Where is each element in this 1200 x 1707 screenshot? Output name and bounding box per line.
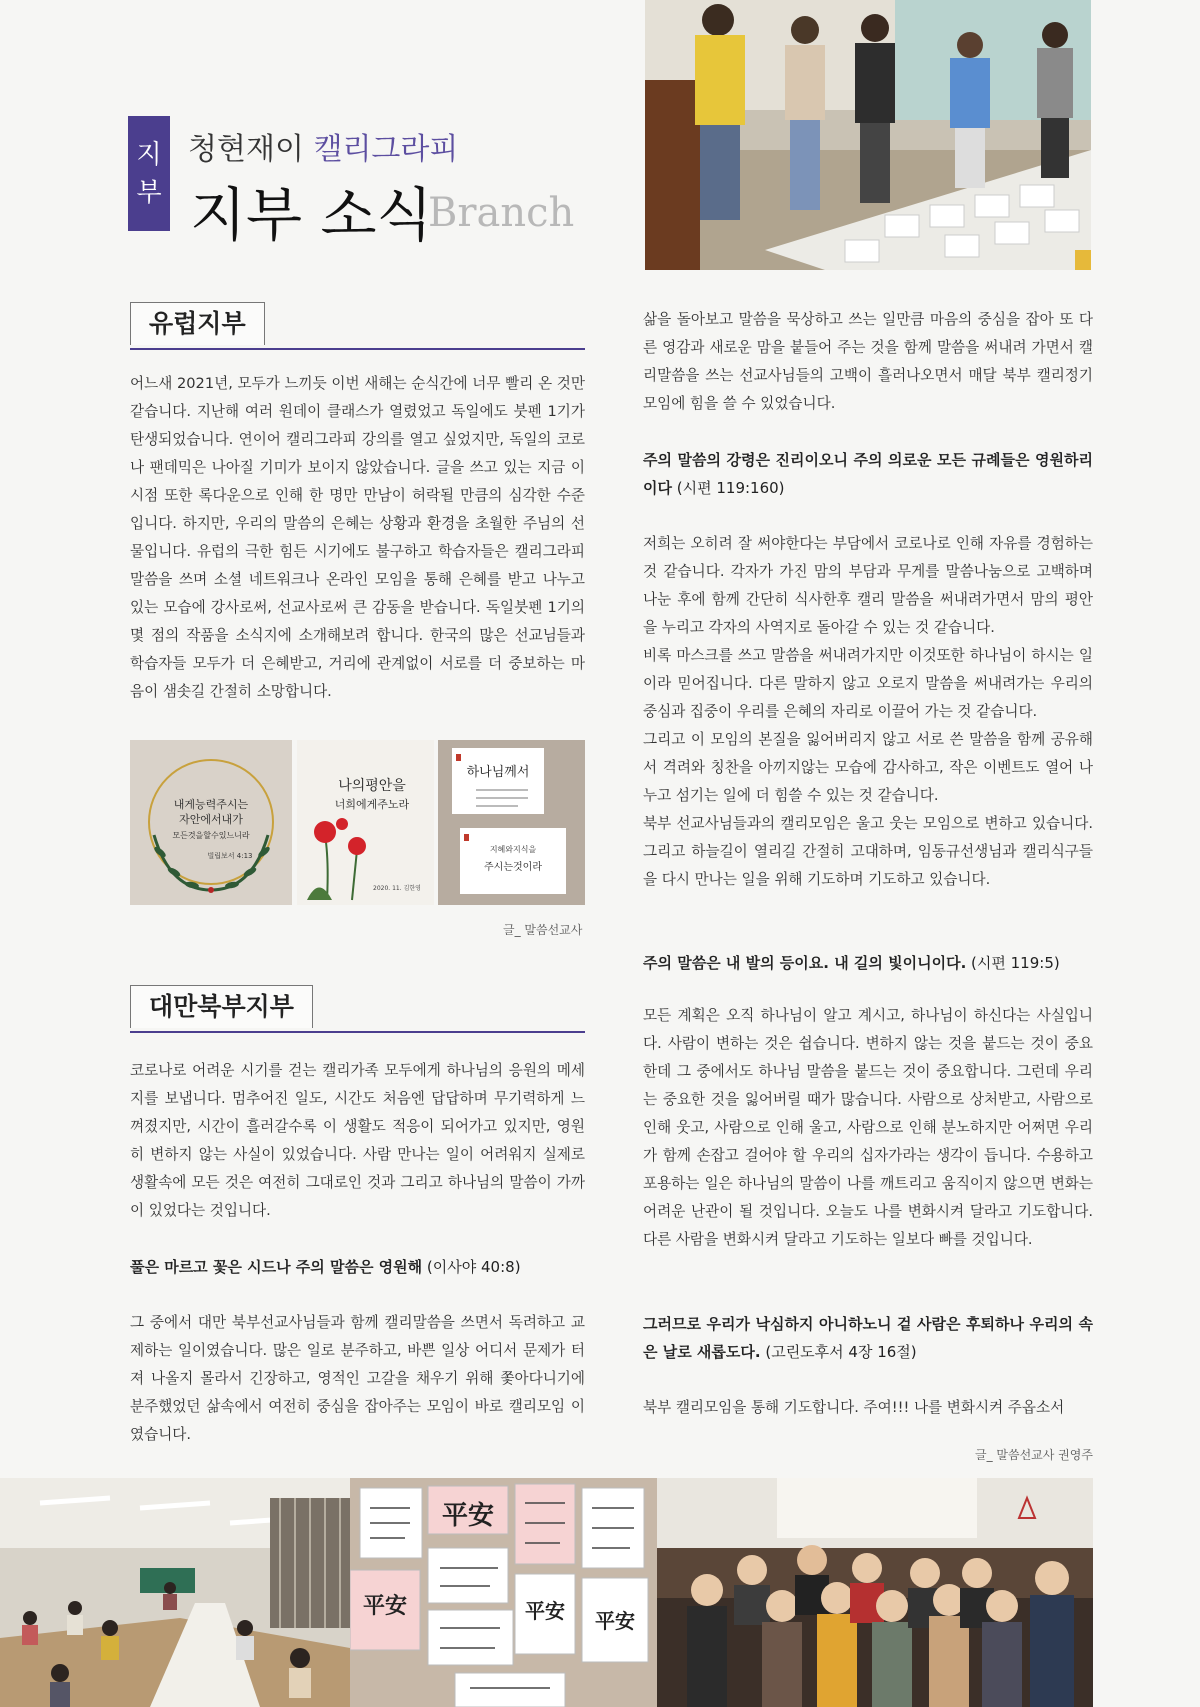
section-tag-char: 지: [136, 139, 162, 170]
taiwan-right-4-text: 북부 캘리모임을 통해 기도합니다. 주여!!! 나를 변화시켜 주옵소서: [643, 1399, 1065, 1416]
artwork-poppies: [297, 740, 434, 905]
artwork-line: 모든것을할수있느니라: [172, 831, 250, 840]
photo-classroom: [0, 1478, 350, 1707]
subtitle-prefix: 청현재이: [188, 132, 304, 167]
subtitle-accent: 캘리그라피: [313, 132, 459, 167]
banner-char: 平安: [525, 1599, 565, 1623]
artwork-line: 하나님께서: [466, 765, 530, 780]
artwork-sign: 2020. 11. 김한영: [373, 885, 421, 892]
europe-credit: 글_ 말씀선교사: [503, 923, 583, 937]
quote-text: 주의 말씀의 강령은 진리이오니 주의 의로운 모든 규례들은 영원하리이다: [643, 451, 1093, 497]
europe-heading: [130, 302, 585, 350]
taiwan-right-2c: 그리고 이 모임의 본질을 잃어버리지 않고 서로 쓴 말씀을 함께 공유해서 격려와 칭찬을 아끼지않는 모습에 감사하고, 작은 이벤트도 열어 나누고 섬기는 일에 더 힘쓸 수 있는 것 같습니다.: [643, 731, 1093, 804]
artwork-line: 주시는것이라: [484, 862, 542, 873]
taiwan-body-1-text: 코로나로 어려운 시기를 걷는 캘리가족 모두에게 하나님의 응원의 메세지를 보냅니다. 멈추어진 일도, 시간도 처음엔 답답하며 무기력하게 느껴졌지만, 시간이 흘러갈수록 이 생활도 적응이 되어가고 있지만, 영원히 변하지 않는 사실이 있었습니다. 사람 만나는 일이 어려워지 실제로 생활속에 모든 것은 여전히 그대로인 것과 그리고 하나님의 말씀이 가까이 있었다는 것입니다.: [130, 1062, 585, 1219]
page-title-en: Branch: [428, 190, 575, 236]
taiwan-body-2: [130, 1309, 585, 1449]
banner-char: 平安: [595, 1609, 635, 1633]
quote-text: 그러므로 우리가 낙심하지 아니하노니 겉 사람은 후퇴하나 우리의 속은 날로 새롭도다.: [643, 1315, 1093, 1361]
taiwan-body-2-text: 그 중에서 대만 북부선교사님들과 함께 캘리말씀을 쓰면서 독려하고 교제하는 일이였습니다. 많은 일로 분주하고, 바쁜 일상 어디서 문제가 터져 나올지 몰라서 긴장하고, 영적인 고갈을 채우기 위해 쫓아다니기에 분주했었던 삶속에서 여전히 중심을 잡아주는 모임이 바로 캘리모임 이였습니다.: [130, 1314, 585, 1443]
artwork-line: 지혜와지식을: [489, 845, 537, 854]
section-tag: [128, 116, 170, 231]
taiwan-quote-1: [130, 1253, 585, 1281]
taiwan-quote-2: [643, 446, 1093, 502]
taiwan-credit: 글_ 말씀선교사 권영주: [975, 1448, 1093, 1462]
artwork-sign: 빌립보서 4:13: [207, 852, 253, 860]
artwork-line: 내게능력주시는: [173, 798, 249, 811]
europe-heading-label: 유럽지부: [130, 302, 265, 345]
section-tag-char: 부: [136, 177, 162, 208]
taiwan-right-3: [643, 1002, 1093, 1254]
photo-class-floor: [645, 0, 1091, 270]
quote-text: 주의 말씀은 내 발의 등이요. 내 길의 빛이니이다.: [643, 954, 967, 972]
page-title: 지부 소식: [190, 181, 433, 249]
taiwan-heading: [130, 985, 585, 1033]
taiwan-right-1-text: 삶을 돌아보고 말씀을 묵상하고 쓰는 일만큼 마음의 중심을 잡아 또 다른 영감과 새로운 맘을 붙들어 주는 것을 함께 말씀을 써내려 가면서 캘리말씀을 쓰는 선교사님들의 고백이 흘러나오면서 매달 북부 캘리정기 모임에 힘을 쓸 수 있었습니다.: [643, 311, 1093, 412]
quote-ref: (이사야 40:8): [422, 1258, 521, 1276]
artwork-cards: [438, 740, 585, 905]
quote-text: 풀은 마르고 꽃은 시드나 주의 말씀은 영원해: [130, 1258, 423, 1276]
banner-char: 平安: [441, 1501, 495, 1531]
banner-char: 平安: [362, 1593, 408, 1619]
taiwan-right-2: [643, 530, 1093, 894]
artwork-wreath: [130, 740, 292, 905]
taiwan-quote-4: [643, 1310, 1093, 1366]
taiwan-right-1: [643, 306, 1093, 418]
artwork-line: 너희에게주노라: [334, 798, 410, 811]
taiwan-right-2a: 저희는 오히려 잘 써야한다는 부담에서 코로나로 인해 자유를 경험하는것 같습니다. 각자가 가진 맘의 부담과 무게를 말씀나눔으로 고백하며 나눈 후에 함께 간단히 식사한후 캘리 말씀을 써내려가면서 맘의 평안을 누리고 각자의 사역지로 돌아갈 수 있는 것 같습니다.: [643, 535, 1093, 636]
artwork-line: 나의평안을: [338, 778, 406, 794]
taiwan-right-2d: 북부 선교사님들과의 캘리모임은 울고 웃는 모임으로 변하고 있습니다. 그리고 하늘길이 열리길 간절히 고대하며, 임동규선생님과 캘리식구들을 다시 만나는 일을 위해 기도하며 기도하고 있습니다.: [643, 815, 1093, 888]
photo-calligraphy-banners: [350, 1478, 657, 1707]
quote-ref: (시편 119:5): [966, 954, 1060, 972]
photo-group: [657, 1478, 1093, 1707]
taiwan-right-2b: 비록 마스크를 쓰고 말씀을 써내려가지만 이것또한 하나님이 하시는 일이라 믿어집니다. 다른 말하지 않고 오로지 말씀을 써내려가는 우리의 중심과 집중이 우리를 은혜의 자리로 이끌어 가는 것 같습니다.: [643, 647, 1093, 720]
taiwan-body-1: [130, 1057, 585, 1225]
taiwan-right-4: [643, 1394, 1093, 1422]
europe-body: [130, 370, 585, 706]
quote-ref: (시편 119:160): [671, 479, 785, 497]
taiwan-right-3-text: 모든 계획은 오직 하나님이 알고 계시고, 하나님이 하신다는 사실입니다. 사람이 변하는 것은 쉽습니다. 변하지 않는 것을 붙드는 것이 중요한데 그 중에서도 하나님 말씀을 붙드는 것이 중요합니다. 그런데 우리는 중요한 것을 잃어버릴 때가 많습니다. 사람으로 상처받고, 사람으로 인해 웃고, 사람으로 인해 울고, 사람으로 인해 분노하지만 어쩌면 우리가 함께 손잡고 걸어야 할 우리의 십자가라는 생각이 듭니다. 수용하고 포용하는 일은 하나님의 말씀이 나를 깨트리고 움직이지 않으면 변화는 어려운 난관이 될 것입니다. 오늘도 나를 변화시켜 달라고 기도합니다. 다른 사람을 변화시켜 달라고 기도하는 일보다 빠를 것입니다.: [643, 1007, 1093, 1248]
artwork-line: 자안에서내가: [179, 813, 243, 826]
europe-body-text: 어느새 2021년, 모두가 느끼듯 이번 새해는 순식간에 너무 빨리 온 것만 같습니다. 지난해 여러 원데이 클래스가 열렸었고 독일에도 붓펜 1기가 탄생되었습니다. 연이어 캘리그라피 강의를 열고 싶었지만, 독일의 코로나 팬데믹은 나아질 기미가 보이지 않았습니다. 글을 쓰고 있는 지금 이 시점 또한 록다운으로 인해 한 명만 만남이 허락될 만큼의 심각한 수준입니다. 하지만, 우리의 말씀의 은혜는 상황과 환경을 초월한 주님의 선물입니다. 유럽의 극한 힘든 시기에도 불구하고 학습자들은 캘리그라피 말씀을 쓰며 소셜 네트워크나 온라인 모임을 통해 은혜를 받고 나누고 있는 모습에 강사로써, 선교사로써 큰 감동을 받습니다. 독일붓펜 1기의 몇 점의 작품을 소식지에 소개해보려 합니다. 한국의 많은 선교님들과 학습자들 모두가 더 은혜받고, 거리에 관계없이 서로를 더 중보하는 마음이 샘솟길 간절히 소망합니다.: [130, 375, 585, 700]
taiwan-heading-label: 대만북부지부: [130, 985, 313, 1028]
quote-ref: (고린도후서 4장 16절): [760, 1343, 917, 1361]
header-subtitle: [188, 124, 458, 168]
taiwan-quote-3: [643, 949, 1093, 977]
